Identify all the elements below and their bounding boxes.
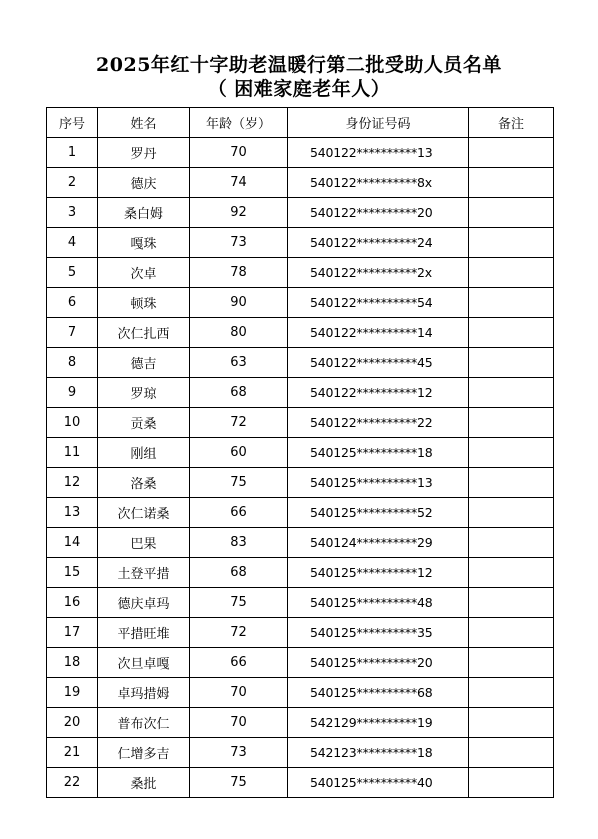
cell-name: 罗丹 — [98, 138, 190, 168]
cell-age: 70 — [190, 678, 288, 708]
cell-age: 73 — [190, 738, 288, 768]
cell-age: 75 — [190, 768, 288, 798]
cell-remarks — [469, 228, 554, 258]
cell-serial-number: 14 — [47, 528, 98, 558]
cell-serial-number: 22 — [47, 768, 98, 798]
cell-id-number: 540122**********2x — [288, 258, 469, 288]
cell-remarks — [469, 558, 554, 588]
cell-id-number: 540122**********12 — [288, 378, 469, 408]
cell-id-number: 540122**********13 — [288, 138, 469, 168]
cell-remarks — [469, 378, 554, 408]
cell-serial-number: 5 — [47, 258, 98, 288]
table-row — [47, 168, 554, 198]
cell-name: 次旦卓嘎 — [98, 648, 190, 678]
cell-age: 92 — [190, 198, 288, 228]
document-subtitle: （ 困难家庭老年人） — [207, 78, 391, 100]
cell-age: 66 — [190, 648, 288, 678]
cell-age: 74 — [190, 168, 288, 198]
cell-serial-number: 21 — [47, 738, 98, 768]
header-age: 年龄（岁） — [190, 108, 288, 138]
cell-serial-number: 4 — [47, 228, 98, 258]
cell-age: 83 — [190, 528, 288, 558]
cell-id-number: 540125**********35 — [288, 618, 469, 648]
cell-name: 桑批 — [98, 768, 190, 798]
cell-age: 75 — [190, 588, 288, 618]
cell-serial-number: 8 — [47, 348, 98, 378]
table-row — [47, 678, 554, 708]
cell-age: 78 — [190, 258, 288, 288]
cell-name: 罗琼 — [98, 378, 190, 408]
cell-id-number: 540125**********48 — [288, 588, 469, 618]
cell-remarks — [469, 318, 554, 348]
cell-remarks — [469, 678, 554, 708]
table-row — [47, 348, 554, 378]
table-header-row — [47, 108, 554, 138]
cell-id-number: 540124**********29 — [288, 528, 469, 558]
cell-remarks — [469, 438, 554, 468]
cell-name: 次卓 — [98, 258, 190, 288]
cell-name: 卓玛措姆 — [98, 678, 190, 708]
cell-id-number: 540125**********52 — [288, 498, 469, 528]
cell-remarks — [469, 588, 554, 618]
cell-serial-number: 6 — [47, 288, 98, 318]
cell-id-number: 540125**********40 — [288, 768, 469, 798]
cell-id-number: 540122**********14 — [288, 318, 469, 348]
cell-remarks — [469, 348, 554, 378]
document-title: 2025年红十字助老温暖行第二批受助人员名单 — [96, 54, 502, 76]
cell-id-number: 540122**********45 — [288, 348, 469, 378]
cell-serial-number: 19 — [47, 678, 98, 708]
cell-serial-number: 20 — [47, 708, 98, 738]
cell-id-number: 542123**********18 — [288, 738, 469, 768]
cell-name: 次仁诺桑 — [98, 498, 190, 528]
cell-name: 德庆 — [98, 168, 190, 198]
cell-remarks — [469, 528, 554, 558]
cell-remarks — [469, 618, 554, 648]
cell-serial-number: 12 — [47, 468, 98, 498]
cell-serial-number: 10 — [47, 408, 98, 438]
table-row — [47, 198, 554, 228]
cell-id-number: 540122**********24 — [288, 228, 469, 258]
cell-name: 次仁扎西 — [98, 318, 190, 348]
cell-id-number: 540122**********8x — [288, 168, 469, 198]
table-row — [47, 288, 554, 318]
cell-serial-number: 16 — [47, 588, 98, 618]
cell-serial-number: 17 — [47, 618, 98, 648]
table-row — [47, 378, 554, 408]
cell-serial-number: 9 — [47, 378, 98, 408]
table-row — [47, 498, 554, 528]
cell-remarks — [469, 498, 554, 528]
cell-age: 80 — [190, 318, 288, 348]
cell-remarks — [469, 648, 554, 678]
cell-name: 平措旺堆 — [98, 618, 190, 648]
cell-name: 桑白姆 — [98, 198, 190, 228]
cell-serial-number: 7 — [47, 318, 98, 348]
cell-age: 73 — [190, 228, 288, 258]
table-row — [47, 588, 554, 618]
table-row — [47, 258, 554, 288]
cell-name: 刚组 — [98, 438, 190, 468]
cell-name: 德庆卓玛 — [98, 588, 190, 618]
table-row — [47, 738, 554, 768]
cell-name: 顿珠 — [98, 288, 190, 318]
cell-age: 60 — [190, 438, 288, 468]
cell-age: 68 — [190, 378, 288, 408]
cell-id-number: 540125**********18 — [288, 438, 469, 468]
cell-serial-number: 18 — [47, 648, 98, 678]
cell-remarks — [469, 468, 554, 498]
cell-serial-number: 15 — [47, 558, 98, 588]
cell-name: 土登平措 — [98, 558, 190, 588]
table-row — [47, 648, 554, 678]
cell-remarks — [469, 768, 554, 798]
cell-remarks — [469, 288, 554, 318]
cell-serial-number: 1 — [47, 138, 98, 168]
table-row — [47, 138, 554, 168]
header-name: 姓名 — [98, 108, 190, 138]
table-row — [47, 408, 554, 438]
cell-age: 68 — [190, 558, 288, 588]
header-id-number: 身份证号码 — [288, 108, 469, 138]
table-row — [47, 438, 554, 468]
cell-id-number: 540125**********12 — [288, 558, 469, 588]
table-row — [47, 468, 554, 498]
table-row — [47, 228, 554, 258]
cell-name: 德吉 — [98, 348, 190, 378]
cell-id-number: 540125**********13 — [288, 468, 469, 498]
cell-age: 72 — [190, 408, 288, 438]
table-row — [47, 558, 554, 588]
cell-serial-number: 11 — [47, 438, 98, 468]
cell-name: 嘎珠 — [98, 228, 190, 258]
cell-name: 贡桑 — [98, 408, 190, 438]
cell-id-number: 540125**********68 — [288, 678, 469, 708]
table-body — [47, 138, 554, 798]
cell-name: 洛桑 — [98, 468, 190, 498]
cell-serial-number: 2 — [47, 168, 98, 198]
header-remarks: 备注 — [469, 108, 554, 138]
table-row — [47, 618, 554, 648]
cell-remarks — [469, 198, 554, 228]
cell-name: 仁增多吉 — [98, 738, 190, 768]
cell-remarks — [469, 738, 554, 768]
cell-age: 75 — [190, 468, 288, 498]
cell-age: 90 — [190, 288, 288, 318]
cell-name: 普布次仁 — [98, 708, 190, 738]
table-row — [47, 528, 554, 558]
cell-age: 70 — [190, 138, 288, 168]
cell-name: 巴果 — [98, 528, 190, 558]
cell-remarks — [469, 408, 554, 438]
cell-id-number: 540122**********20 — [288, 198, 469, 228]
cell-age: 70 — [190, 708, 288, 738]
recipient-table — [46, 107, 554, 798]
cell-id-number: 540122**********22 — [288, 408, 469, 438]
cell-age: 66 — [190, 498, 288, 528]
cell-serial-number: 3 — [47, 198, 98, 228]
cell-remarks — [469, 258, 554, 288]
cell-id-number: 540122**********54 — [288, 288, 469, 318]
table-row — [47, 768, 554, 798]
cell-id-number: 540125**********20 — [288, 648, 469, 678]
table-row — [47, 318, 554, 348]
cell-remarks — [469, 168, 554, 198]
cell-remarks — [469, 708, 554, 738]
cell-remarks — [469, 138, 554, 168]
cell-serial-number: 13 — [47, 498, 98, 528]
cell-age: 72 — [190, 618, 288, 648]
table-row — [47, 708, 554, 738]
cell-id-number: 542129**********19 — [288, 708, 469, 738]
header-serial-number: 序号 — [47, 108, 98, 138]
cell-age: 63 — [190, 348, 288, 378]
